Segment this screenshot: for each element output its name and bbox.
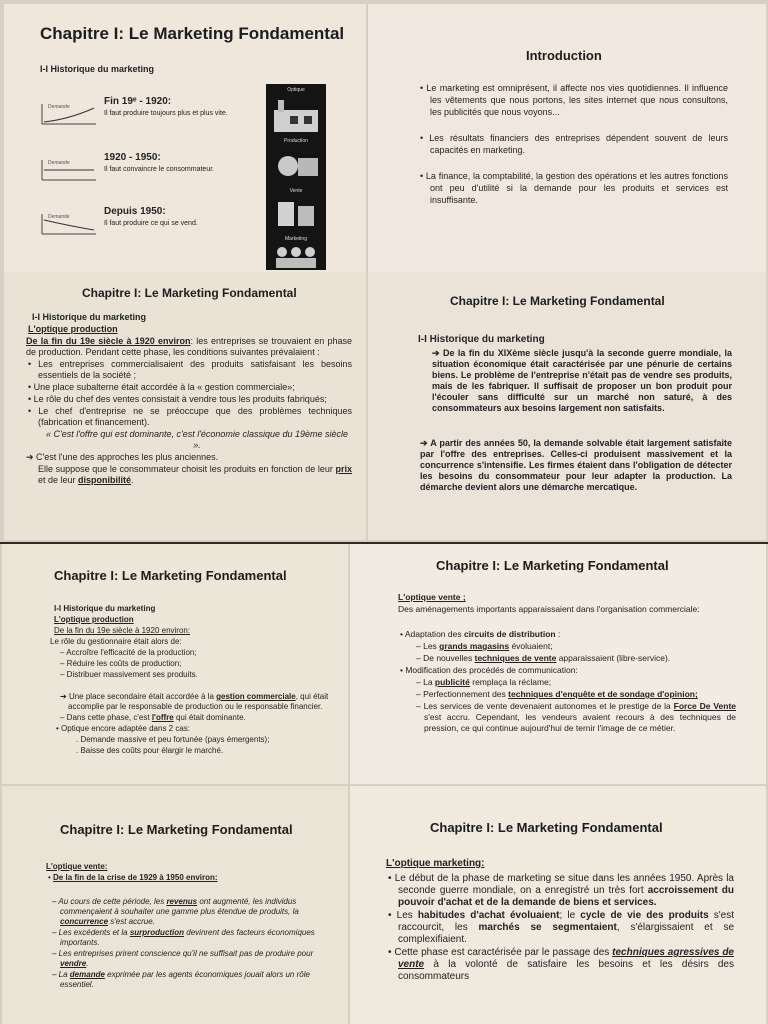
slide-title: Chapitre I: Le Marketing Fondamental bbox=[54, 568, 287, 583]
case-item: . Baisse des coûts pour élargir le marché. bbox=[76, 746, 224, 755]
slide-title: Chapitre I: Le Marketing Fondamental bbox=[40, 24, 345, 43]
era-3 bbox=[40, 206, 280, 240]
bullet-item: • Le marketing est omniprésent, il affecte nos vies quotidiennes. Il influence les vêtements que nous portons, les sites internet que nous consultons, les publicités que nous voyons... bbox=[420, 83, 728, 117]
bullet-item: • Le chef d'entreprise ne se préoccupe que des problèmes techniques (fabrication et financement). bbox=[28, 406, 352, 427]
bullet-item: • La finance, la comptabilité, la gestion des opérations et les autres fonctions ont peu d'utilité si la demande pour les produits et services est insuffisante. bbox=[420, 171, 728, 205]
slide-body bbox=[50, 604, 334, 757]
quote: « C'est l'offre qui est dominante, c'est l'économie classique du 19ème siècle ». bbox=[45, 429, 349, 450]
era-description: Il faut convaincre le consommateur. bbox=[104, 166, 215, 173]
arrow-icon: ➔ bbox=[60, 692, 69, 701]
slide-historique-texte bbox=[368, 272, 766, 540]
intro: Des aménagements importants apparaissaient dans l'organisation commerciale: bbox=[398, 604, 700, 614]
slide-body bbox=[26, 336, 352, 487]
slide-body bbox=[386, 858, 734, 984]
section-heading: L'optique marketing: bbox=[386, 858, 485, 869]
period-underlined: De la fin du 19e siècle à 1920 environ bbox=[26, 336, 191, 346]
era-description: Il faut produire ce qui se vend. bbox=[104, 220, 198, 227]
people-icon bbox=[270, 244, 322, 270]
dash-item: – Les excédents et la surproduction devinrent des facteurs économiques importants. bbox=[52, 928, 315, 947]
slide-subtitle: I-I Historique du marketing bbox=[418, 334, 545, 345]
paragraph: ➔ De la fin du XIXème siècle jusqu'à la seconde guerre mondiale, la situation économique était caractérisée par une pénurie de certains biens. Le problème de l'entreprise n'était pas de vendre ses produits, mais de les fabriquer. Il suffisait de proposer un bon produit pour l'écouler sans difficulté sur un marché non saturé, à des consommateurs aux besoins largement non satisfaits. bbox=[432, 348, 732, 413]
slide-title: Chapitre I: Le Marketing Fondamental bbox=[450, 294, 665, 308]
era-period: Fin 19ᵉ - 1920: bbox=[104, 96, 172, 107]
slide-introduction bbox=[368, 4, 766, 272]
slide-optique-production bbox=[4, 272, 366, 540]
bullet-item: • Les habitudes d'achat évoluaient; le cycle de vie des produits s'est raccourcit, les marchés se segmentaient, s'élargissaient et se complexifiaient. bbox=[388, 910, 735, 945]
slide-optique-vente-periode bbox=[2, 786, 348, 1024]
arrow-icon: ➔ bbox=[420, 438, 431, 448]
dash-item: – Les entreprises prirent conscience qu'il ne suffisait pas de produire pour vendre. bbox=[52, 949, 314, 968]
dash-item: – Perfectionnement des techniques d'enquête et de sondage d'opinion; bbox=[416, 689, 698, 699]
optique-illustration bbox=[266, 84, 326, 270]
intro-text: : les entreprises se trouvaient en phase de production. Pendant cette phase, les conditions suivantes prévalaient : bbox=[26, 336, 353, 357]
slide-subtitle: I-I Historique du marketing bbox=[54, 604, 156, 613]
slide-historique-timeline bbox=[4, 4, 366, 272]
slide-title: Chapitre I: Le Marketing Fondamental bbox=[60, 822, 293, 837]
slide-optique-marketing bbox=[350, 786, 766, 1024]
slide-optique-production-roles bbox=[2, 544, 348, 784]
bullet-item: • Les entreprises commercialisaient des produits satisfaisant les besoins essentiels de la société ; bbox=[28, 359, 352, 380]
paragraph: ➔ A partir des années 50, la demande solvable était largement satisfaite par l'offre des entreprises. Celles-ci produisent massivement et la concurrence s'intensifie. Les firmes étaient dans l'obligation de détecter les besoins du consommateur pour leur adapter la production. La démarche devient alors une démarche mercatique. bbox=[420, 438, 732, 492]
illustration-caption: Optique bbox=[287, 87, 305, 93]
closing-line: Elle suppose que le consommateur choisit les produits en fonction de leur prix et de leur disponibilité. bbox=[38, 464, 352, 485]
arrow-line: ➔ Une place secondaire était accordée à la gestion commerciale, qui était accomplie par le responsable de production ou le responsable financier. bbox=[60, 692, 329, 711]
dash-item: – Réduire les coûts de production; bbox=[60, 659, 182, 668]
era-chart-label: Demande bbox=[48, 214, 70, 220]
dash-item: – Les grands magasins évoluaient; bbox=[416, 641, 553, 651]
slide-title: Chapitre I: Le Marketing Fondamental bbox=[82, 286, 297, 300]
slide-title: Chapitre I: Le Marketing Fondamental bbox=[430, 820, 663, 835]
dash-item: – Au cours de cette période, les revenus ont augmenté, les individus commençaient à souhaiter une gamme plus étendue de produits, la concurrence s'est accrue. bbox=[52, 897, 299, 926]
illustration-caption: Production bbox=[284, 138, 308, 144]
period: De la fin du 19e siècle à 1920 environ: bbox=[54, 626, 191, 635]
case-item: . Demande massive et peu fortunée (pays émergents); bbox=[76, 735, 270, 744]
bullet-item: • Optique encore adaptée dans 2 cas: bbox=[56, 724, 191, 733]
era-1 bbox=[40, 96, 280, 130]
slide-body bbox=[398, 592, 736, 735]
dash-item: – De nouvelles techniques de vente apparaissaient (libre-service). bbox=[416, 653, 671, 663]
slide-body bbox=[420, 348, 732, 494]
dash-item: – Les services de vente devenaient autonomes et le prestige de la Force De Vente s'est accru. Cependant, les vendeurs avaient recours à des techniques de pression, ce qui continue aujourd'hui de ternir l'image de ce métier. bbox=[416, 701, 736, 733]
era-period: 1920 - 1950: bbox=[104, 152, 161, 163]
dash-item: – La publicité remplaça la réclame; bbox=[416, 677, 552, 687]
section-heading: L'optique production bbox=[28, 324, 118, 334]
era-chart-label: Demande bbox=[48, 160, 70, 166]
bullet-item: • Le début de la phase de marketing se situe dans les années 1950. Après la seconde guerre mondiale, on a enregistré un très fort accroissement du pouvoir d'achat et de la demande de biens et services. bbox=[388, 873, 734, 908]
section-heading: L'optique vente ; bbox=[398, 592, 466, 602]
arrow-icon: ➔ bbox=[432, 348, 443, 358]
illustration-caption: Marketing bbox=[285, 236, 307, 242]
bullet-item: • Les résultats financiers des entreprises dépendent souvent de leurs capacités en marketing. bbox=[420, 133, 729, 155]
slide-body bbox=[418, 82, 728, 207]
era-period: Depuis 1950: bbox=[104, 206, 166, 217]
dash-item: – La demande exprimée par les agents économiques jouait alors un rôle essentiel. bbox=[52, 970, 310, 989]
era-description: Il faut produire toujours plus et plus vite. bbox=[104, 110, 228, 117]
slide-subtitle: I-I Historique du marketing bbox=[40, 64, 155, 74]
dash-item: – Distribuer massivement ses produits. bbox=[60, 670, 198, 679]
section-heading: L'optique production bbox=[54, 615, 134, 624]
era-2 bbox=[40, 152, 280, 186]
section-heading: L'optique vente: bbox=[46, 862, 108, 871]
bullet-item: • Cette phase est caractérisée par le passage des techniques agressives de vente à la volonté de satisfaire les besoins et les désirs des consommateurs bbox=[388, 947, 734, 982]
illustration-caption: Vente bbox=[289, 188, 303, 194]
sales-icon bbox=[270, 196, 322, 232]
role-intro: Le rôle du gestionnaire était alors de: bbox=[50, 637, 182, 646]
slide-body bbox=[46, 862, 336, 991]
bullet-item: • Le rôle du chef des ventes consistait à vendre tous les produits fabriqués; bbox=[28, 394, 327, 404]
arrow-icon: ➔ bbox=[26, 452, 37, 462]
slide-title: Introduction bbox=[526, 48, 602, 63]
photo-bottom bbox=[0, 544, 768, 1024]
factory-icon bbox=[270, 96, 322, 136]
machinery-icon bbox=[270, 146, 322, 186]
slide-subtitle: I-I Historique du marketing bbox=[32, 312, 147, 322]
bullet-item: • Une place subalterne était accordée à la « gestion commerciale»; bbox=[28, 382, 295, 392]
dash-item: – Accroître l'efficacité de la production; bbox=[60, 648, 197, 657]
bullet-item: • De la fin de la crise de 1929 à 1950 environ: bbox=[48, 873, 218, 882]
bullet-item: • Adaptation des circuits de distribution : bbox=[400, 629, 561, 639]
slide-title: Chapitre I: Le Marketing Fondamental bbox=[436, 558, 669, 573]
arrow-line: ➔ C'est l'une des approches les plus anciennes. bbox=[26, 452, 219, 462]
bullet-item: • Modification des procédés de communication: bbox=[400, 665, 578, 675]
dash-item: – Dans cette phase, c'est l'offre qui était dominante. bbox=[60, 713, 246, 722]
era-chart-label: Demande bbox=[48, 104, 70, 110]
slide-optique-vente-amenagements bbox=[350, 544, 766, 784]
